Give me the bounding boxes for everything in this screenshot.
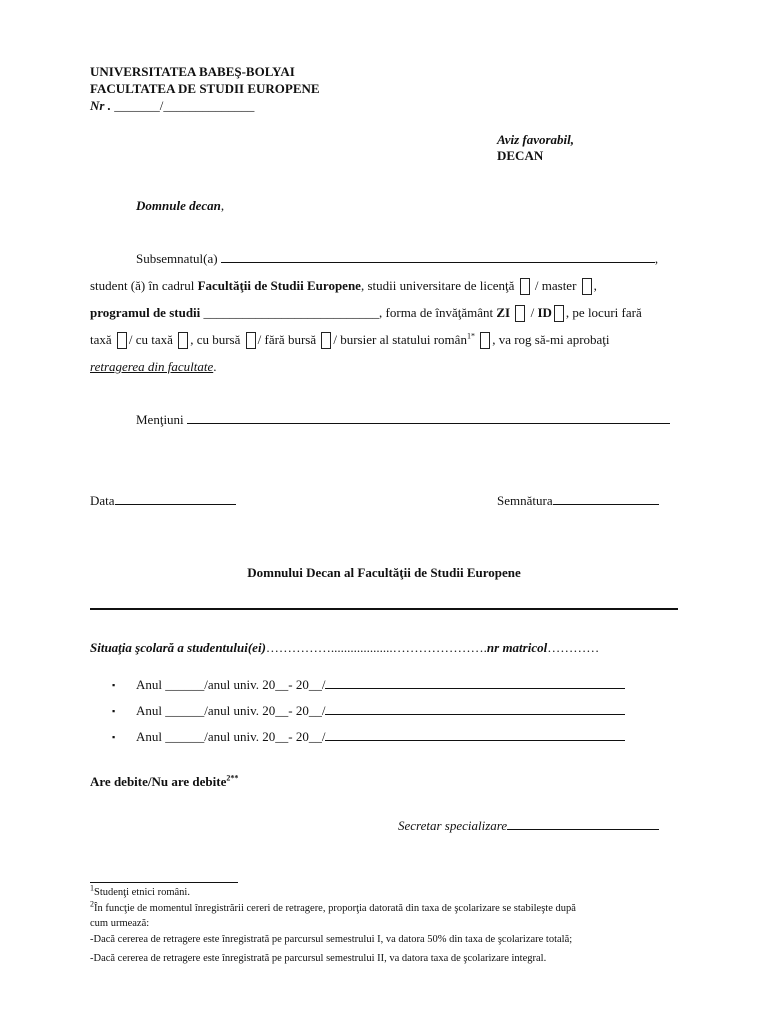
bursier-label: / bursier al statului român bbox=[333, 332, 467, 347]
debite-row bbox=[90, 774, 238, 790]
faculty-name: FACULTATEA DE STUDII EUROPENE bbox=[90, 81, 320, 96]
salutation bbox=[136, 198, 224, 214]
footnote-2 bbox=[90, 899, 576, 914]
forma-label: , forma de învăţământ bbox=[379, 305, 494, 320]
fara-taxa-checkbox[interactable] bbox=[117, 332, 127, 349]
data-label: Data bbox=[90, 493, 115, 508]
retragere-text: retragerea din facultate bbox=[90, 359, 214, 374]
secretar-line[interactable] bbox=[507, 818, 659, 830]
cu-taxa-label: / cu taxă bbox=[128, 332, 173, 347]
funding-row bbox=[90, 332, 610, 349]
addressee: Domnului Decan al Facultăţii de Studii Europene bbox=[247, 565, 521, 580]
secretar-row bbox=[398, 818, 659, 834]
semnatura-label: Semnătura bbox=[497, 493, 553, 508]
mentiuni-row bbox=[136, 412, 670, 428]
retragere-row bbox=[90, 359, 216, 375]
semnatura-row bbox=[497, 493, 659, 509]
slash-sep: / bbox=[530, 305, 535, 320]
anul-line[interactable] bbox=[325, 703, 625, 715]
aprobati-label: , va rog să-mi aprobaţi bbox=[492, 332, 610, 347]
footnote-2-text: În funcţie de momentul înregistrării cereri de retragere, proporţia datorată din taxa de şcolarizare se stabileşte după bbox=[94, 903, 576, 914]
situatia-row bbox=[90, 640, 599, 656]
anul-row bbox=[136, 729, 625, 745]
footnote-rule bbox=[90, 882, 238, 883]
footnote-1-text: Studenţi etnici români. bbox=[94, 887, 190, 898]
footnote-3: -Dacă cererea de retragere este înregistrată pe parcursul semestrului I, va datora 50% din taxa de şcolarizare totală; bbox=[90, 934, 573, 945]
debite-label: Are debite/Nu are debite bbox=[90, 774, 227, 789]
anul-row bbox=[136, 677, 625, 693]
footnote-1 bbox=[90, 883, 190, 898]
nr-line: _______/______________ bbox=[114, 98, 255, 113]
anul-text: Anul ______/anul univ. 20__- 20__/ bbox=[136, 729, 326, 744]
anul-row bbox=[136, 703, 625, 719]
registration-number bbox=[90, 98, 254, 114]
footnote-4: -Dacă cererea de retragere este înregistrată pe parcursul semestrului II, va datora taxa de şcolarizare integral. bbox=[90, 953, 547, 964]
bullet-icon: ▪ bbox=[112, 732, 116, 742]
faculty-bold: Facultăţii de Studii Europene bbox=[197, 278, 361, 293]
secretar-label: Secretar specializare bbox=[398, 818, 508, 833]
zi-checkbox[interactable] bbox=[515, 305, 525, 322]
id-label: ID bbox=[537, 305, 552, 320]
nr-matricol-label: nr matricol bbox=[486, 640, 548, 655]
student-label: student (ă) în cadrul bbox=[90, 278, 195, 293]
licenta-checkbox[interactable] bbox=[520, 278, 530, 295]
mentiuni-line[interactable] bbox=[187, 412, 670, 424]
bullet-icon: ▪ bbox=[112, 680, 116, 690]
salutation-text: Domnule decan bbox=[136, 198, 221, 213]
program-line[interactable]: ___________________________ bbox=[203, 305, 380, 320]
cu-bursa-checkbox[interactable] bbox=[246, 332, 256, 349]
program-label: programul de studii bbox=[90, 305, 201, 320]
data-row bbox=[90, 493, 236, 509]
anul-text: Anul ______/anul univ. 20__- 20__/ bbox=[136, 677, 326, 692]
id-checkbox[interactable] bbox=[554, 305, 564, 322]
fara-bursa-checkbox[interactable] bbox=[321, 332, 331, 349]
bullet-icon: ▪ bbox=[112, 706, 116, 716]
aviz-favorabil: Aviz favorabil, bbox=[497, 132, 575, 147]
decan-label: DECAN bbox=[497, 148, 544, 163]
program-row bbox=[90, 305, 642, 322]
master-label: / master bbox=[534, 278, 577, 293]
bursier-checkbox[interactable] bbox=[480, 332, 490, 349]
cu-bursa-label: , cu bursă bbox=[190, 332, 241, 347]
anul-text: Anul ______/anul univ. 20__- 20__/ bbox=[136, 703, 326, 718]
taxa-label: taxă bbox=[90, 332, 112, 347]
pe-locuri-label: , pe locuri fară bbox=[565, 305, 642, 320]
anul-line[interactable] bbox=[325, 729, 625, 741]
retragere-period: . bbox=[213, 359, 217, 374]
nr-label: Nr . bbox=[90, 98, 111, 113]
semnatura-line[interactable] bbox=[553, 493, 659, 505]
footnote-2-mark: 2 bbox=[90, 899, 94, 909]
nr-matricol-dots: ………… bbox=[547, 640, 600, 655]
university-name: UNIVERSITATEA BABEŞ-BOLYAI bbox=[90, 64, 295, 79]
salutation-comma: , bbox=[220, 198, 225, 213]
subsemnatul-label: Subsemnatul(a) bbox=[136, 251, 218, 266]
situatia-dots: ……………...................…………………. bbox=[265, 640, 487, 655]
student-row: student (ă) în cadrul Facultăţii de Studii Europene, studii universitare de licenţă / master , bbox=[90, 278, 597, 293]
section-divider bbox=[90, 608, 678, 610]
master-checkbox[interactable] bbox=[582, 278, 592, 295]
subsemnatul-row: Subsemnatul(a) , bbox=[136, 251, 659, 266]
footnote-mark-2: 2** bbox=[226, 773, 239, 783]
footnote-2-cont: cum urmează: bbox=[90, 918, 150, 929]
name-input-line[interactable] bbox=[221, 251, 655, 263]
mentiuni-label: Menţiuni bbox=[136, 412, 184, 427]
data-line[interactable] bbox=[115, 493, 236, 505]
anul-line[interactable] bbox=[325, 677, 625, 689]
cu-taxa-checkbox[interactable] bbox=[178, 332, 188, 349]
zi-label: ZI bbox=[496, 305, 511, 320]
situatia-label: Situaţia şcolară a studentului(ei) bbox=[90, 640, 266, 655]
fara-bursa-label: / fără bursă bbox=[257, 332, 317, 347]
licenta-label: , studii universitare de licenţă bbox=[360, 278, 515, 293]
footnote-1-mark: 1 bbox=[90, 883, 94, 893]
footnote-mark-1: 1* bbox=[466, 331, 475, 341]
